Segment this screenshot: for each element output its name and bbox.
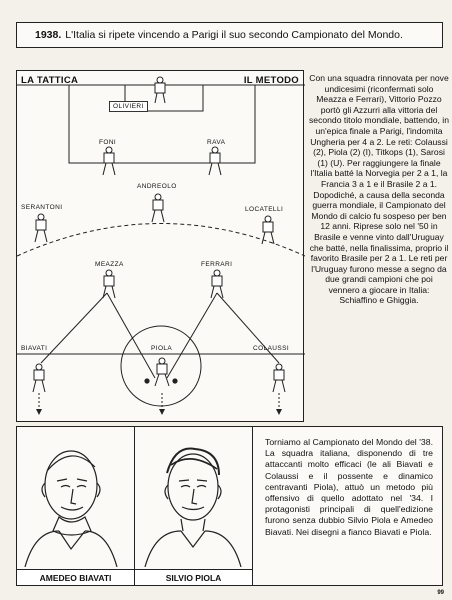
portrait-drawing-icon xyxy=(17,427,133,567)
player-figure-wing-half-left xyxy=(35,214,47,242)
page-header xyxy=(16,22,443,48)
player-label-inside-left: MEAZZA xyxy=(95,261,124,268)
player-figure-back-left xyxy=(103,147,115,175)
portrait-piola xyxy=(135,427,253,585)
ball-icon xyxy=(172,378,177,383)
pass-line xyxy=(217,293,279,363)
player-label-wing-half-right: LOCATELLI xyxy=(245,206,284,213)
portraits-section xyxy=(16,426,443,586)
player-label-back-left: FONI xyxy=(99,139,117,146)
tactic-diagram xyxy=(16,70,304,422)
player-figure-goalkeeper xyxy=(155,77,165,103)
header-text: L'Italia si ripete vincendo a Parigi il suo secondo Campionato del Mondo. xyxy=(65,29,403,41)
player-label-center-forward: PIOLA xyxy=(151,345,173,352)
player-figure-back-right xyxy=(209,147,221,175)
portrait-caption-left: AMEDEO BIAVATI xyxy=(17,569,134,585)
player-figure-inside-left xyxy=(103,270,115,298)
player-figure-winger-right xyxy=(273,364,285,392)
player-label-inside-right: FERRARI xyxy=(201,261,233,268)
pitch-drawing xyxy=(17,71,305,423)
player-figure-winger-left xyxy=(33,364,45,392)
bottom-text: Torniamo al Campionato del Mondo del '38. La squadra italiana, disponendo di tre attaccanti molto efficaci (le ali Biavati e Colaussi e il possente e dinamico centravanti Piola), attuò un metodo più offensivo di quello adottato nel '34. I protagonisti principali di quell'edizione furono senza dubbio Silvio Piola e Amedeo Biavati. Nei disegni a fianco Biavati e Piola. xyxy=(265,437,433,537)
player-label-winger-right: COLAUSSI xyxy=(253,345,290,352)
method-title: IL METODO xyxy=(243,75,299,86)
player-figure-center-half xyxy=(152,194,164,222)
pass-line xyxy=(41,293,107,363)
portrait-caption-right: SILVIO PIOLA xyxy=(135,569,252,585)
history-text: Con una squadra rinnovata per nove undicesimi (riconfermati solo Meazza e Ferrari), Vittorio Pozzo portò gli Azzurri alla vittoria del secondo titolo mondiale, battendo, in un'epica finale a Parigi, l'indomita Ungheria per 4 a 2. Le reti: Colaussi (2), Piola (2) (I), Titkops (1), Sarosi (1) (U). Per raggiungere la finale l'Italia batté la Norvegia per 2 a 1, la Francia 3 a 1 e il Brasile 2 a 1. Dopodiché, a causa della seconda guerra mondiale, il Campionato del Mondo di calcio fu sospeso per ben 12 anni. Riprese solo nel '50 in Brasile e venne vinto dall'Uruguay che batté, nella finalissima, proprio il favorito Brasile per 2 a 1. Le reti per l'Uruguay furono messe a segno da due grandi campioni che poi vennero a giocare in Italia: Schiaffino e Ghiggia. xyxy=(309,73,449,306)
halfway-dashed-line xyxy=(17,224,305,257)
player-label-wing-half-left: SERANTONI xyxy=(21,204,63,211)
arrow-head-icon xyxy=(36,409,42,415)
tactic-title: LA TATTICA xyxy=(21,75,79,86)
player-label-back-right: RAVA xyxy=(207,139,226,146)
pass-line xyxy=(167,293,217,378)
player-label-goalkeeper: OLIVIERI xyxy=(109,101,148,112)
portrait-drawing-icon xyxy=(135,427,251,567)
player-label-center-half: ANDREOLO xyxy=(137,183,177,190)
portrait-biavati xyxy=(17,427,135,585)
header-year: 1938. xyxy=(35,29,62,41)
penalty-area xyxy=(69,85,255,163)
page-number: 99 xyxy=(437,590,444,596)
pass-line xyxy=(107,293,155,378)
arrow-head-icon xyxy=(159,409,165,415)
arrow-head-icon xyxy=(276,409,282,415)
player-figure-center-forward xyxy=(155,358,169,386)
player-label-winger-left: BIAVATI xyxy=(21,345,48,352)
ball-icon xyxy=(144,378,149,383)
